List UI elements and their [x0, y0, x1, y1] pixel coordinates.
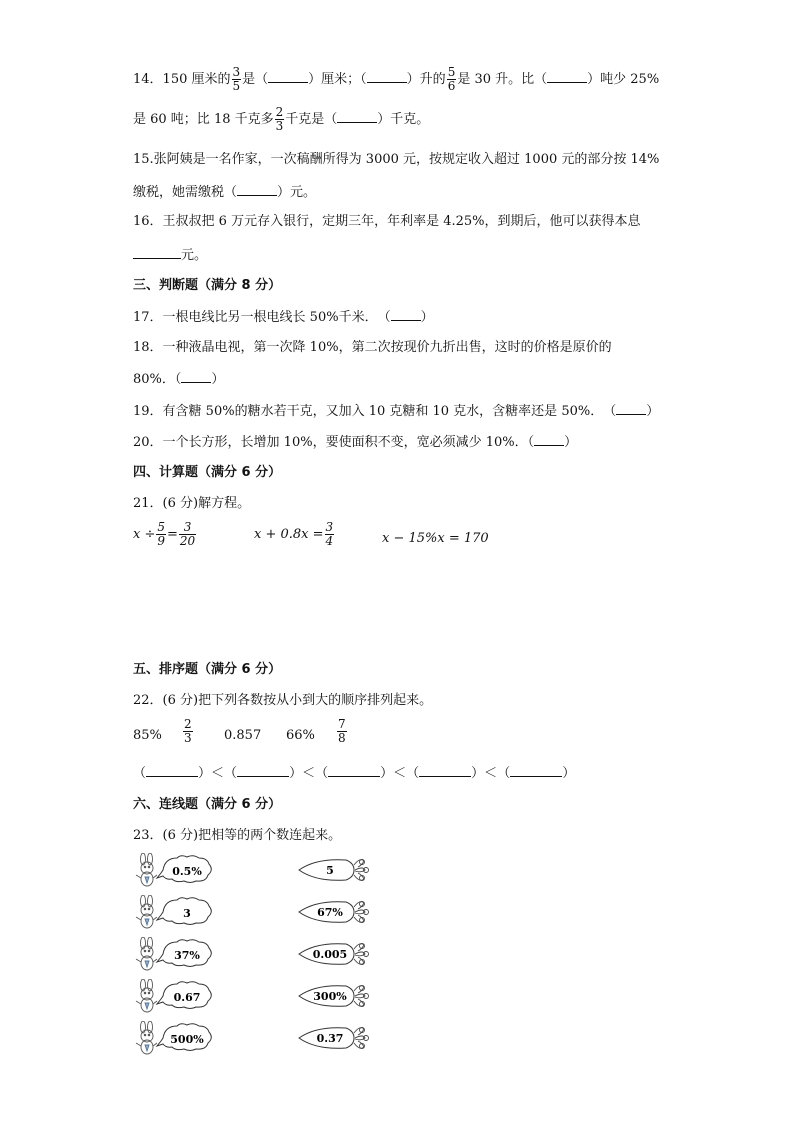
bunny-value: 37% [174, 949, 200, 962]
fraction-denominator: 5 [232, 79, 241, 93]
question-23-title: 23．(6 分)把相等的两个数连起来。 [133, 828, 342, 843]
order-blank-4[interactable] [419, 763, 471, 777]
fraction-numerator: 5 [157, 520, 165, 534]
question-19 [133, 400, 659, 422]
carrot-leaves-icon [354, 902, 369, 923]
fraction-5-6 [447, 66, 457, 93]
question-18-line-1: 18．一种液晶电视，第一次降 10%，第二次按现价九折出售，这时的价格是原价的 [133, 340, 612, 355]
fraction-numerator: 3 [325, 520, 334, 534]
fraction-numerator: 3 [179, 521, 196, 535]
carrot-value: 67% [317, 906, 343, 919]
order-blank-1[interactable] [146, 763, 198, 777]
carrot-value: 300% [313, 990, 347, 1003]
carrot-value: 0.005 [312, 948, 348, 961]
eq-text: x ÷ [133, 527, 156, 542]
fraction-2-3 [182, 718, 194, 745]
answer-blank[interactable] [268, 68, 308, 83]
q17-text: ） [420, 310, 434, 325]
q17-text: 17．一根电线比另一根电线长 50%千米． （ [133, 310, 391, 325]
fraction-denominator: 3 [275, 119, 284, 133]
bunny-value: 500% [170, 1033, 204, 1046]
fraction-numerator: 5 [447, 65, 456, 79]
question-20 [133, 431, 577, 453]
fraction-3-20 [179, 521, 196, 548]
fraction-5-9 [156, 521, 166, 548]
q14-text: ）吨少 25% [587, 72, 660, 87]
carrot-value: 0.37 [316, 1032, 344, 1045]
question-15-line-2 [133, 181, 316, 203]
bunny-value: 0.67 [173, 991, 201, 1004]
less-than-sign: ＜ [211, 766, 225, 781]
q14-text: ）千克。 [377, 112, 430, 127]
q20-text: 20．一个长方形，长增加 10%，要使面积不变，宽必须减少 10%．（ [133, 435, 535, 450]
bunny-icon [136, 853, 157, 886]
carrot-item-4[interactable] [296, 979, 372, 1013]
question-17 [133, 306, 434, 328]
section-4-heading: 四、计算题（满分 6 分） [133, 465, 282, 480]
order-blank-2[interactable] [237, 763, 289, 777]
answer-blank[interactable] [133, 244, 181, 259]
fraction [337, 718, 347, 745]
question-14-line-2 [133, 106, 429, 133]
q18-text: 80%．（ [133, 372, 182, 387]
equation-1 [133, 521, 197, 548]
question-22-title: 22．(6 分)把下列各数按从小到大的顺序排列起来。 [133, 693, 433, 708]
carrot-leaves-icon [354, 1028, 369, 1049]
q19-text: 19．有含糖 50%的糖水若干克，又加入 10 克糖和 10 克水，含糖率还是 50%． （ [133, 404, 617, 419]
answer-blank[interactable] [616, 400, 646, 415]
carrot-item-3[interactable] [296, 937, 372, 971]
q19-text: ） [646, 404, 660, 419]
bunny-value: 0.5% [172, 865, 202, 878]
ordering-row: （ ）＜（ ）＜（ ）＜（ ）＜（ ） [133, 762, 575, 781]
answer-blank[interactable] [534, 431, 564, 446]
answer-blank[interactable] [237, 181, 277, 196]
question-15-line-1: 15.张阿姨是一名作家，一次稿酬所得为 3000 元，按规定收入超过 1000 元的部分按 14% [133, 152, 660, 167]
bunny-item-2[interactable] [133, 895, 223, 929]
q14-text: 千克是（ [285, 112, 338, 127]
section-3-heading: 三、判断题（满分 8 分） [133, 278, 282, 293]
fraction [183, 718, 193, 745]
question-21-title: 21．(6 分)解方程。 [133, 496, 251, 511]
fraction-numerator: 2 [275, 105, 284, 119]
bunny-icon [136, 979, 157, 1012]
q16-text: 元。 [181, 248, 208, 263]
eq-text: x + 0.8x = [254, 527, 324, 542]
answer-blank[interactable] [337, 108, 377, 123]
fraction-denominator: 6 [447, 79, 456, 93]
fraction-denominator: 9 [157, 534, 165, 548]
fraction-denominator: 4 [325, 534, 334, 548]
number-66-percent: 66% [286, 728, 315, 743]
bunny-icon [136, 1021, 157, 1054]
answer-blank[interactable] [181, 368, 211, 383]
less-than-sign: ＜ [302, 766, 316, 781]
q15-text: ）元。 [277, 185, 317, 200]
q14-text: ）厘米；（ [308, 72, 367, 87]
bunny-item-4[interactable] [133, 979, 223, 1013]
carrot-item-2[interactable] [296, 895, 372, 929]
bunny-item-3[interactable] [133, 937, 223, 971]
carrot-leaves-icon [354, 944, 369, 965]
equation-3: x − 15%x = 170 [382, 531, 489, 546]
fraction-denominator: 3 [184, 731, 192, 745]
fraction-2-3 [275, 106, 285, 133]
q15-text: 缴税，她需缴税（ [133, 185, 238, 200]
carrot-value: 5 [326, 864, 334, 877]
order-blank-3[interactable] [328, 763, 380, 777]
carrot-leaves-icon [354, 860, 369, 881]
carrot-item-5[interactable] [296, 1021, 372, 1055]
number-85-percent: 85% [133, 728, 162, 743]
question-14-line-1 [133, 66, 659, 93]
fraction-numerator: 2 [184, 717, 192, 731]
fraction-3-4 [325, 521, 335, 548]
carrot-item-1[interactable] [296, 853, 372, 887]
number-0857: 0.857 [224, 728, 262, 743]
fraction-denominator: 8 [338, 731, 346, 745]
carrot-leaves-icon [354, 986, 369, 1007]
q14-text: 是（ [242, 72, 269, 87]
eq-text: = [167, 527, 178, 542]
fraction-denominator: 20 [179, 534, 196, 548]
q20-text: ） [564, 435, 578, 450]
q18-text: ） [211, 372, 225, 387]
question-18-line-2 [133, 368, 224, 390]
equation-2 [254, 521, 335, 548]
fraction-3-5 [232, 66, 242, 93]
bunny-icon [136, 937, 157, 970]
section-5-heading: 五、排序题（满分 6 分） [133, 662, 282, 677]
section-6-heading: 六、连线题（满分 6 分） [133, 797, 282, 812]
fraction-numerator: 3 [232, 65, 241, 79]
question-16-line-1: 16．王叔叔把 6 万元存入银行，定期三年，年利率是 4.25%，到期后，他可以获得本息 [133, 214, 641, 229]
fraction-numerator: 7 [338, 717, 346, 731]
q14-text: 是 30 升。比（ [457, 72, 548, 87]
less-than-sign: ＜ [393, 766, 407, 781]
less-than-sign: ＜ [484, 766, 498, 781]
question-16-line-2 [133, 244, 207, 266]
bunny-icon [136, 895, 157, 928]
bunny-value: 3 [183, 907, 191, 920]
q14-text: 14．150 厘米的 [133, 72, 231, 87]
answer-blank[interactable] [547, 68, 587, 83]
bunny-item-1[interactable] [133, 853, 223, 887]
q14-text: 是 60 吨；比 18 千克多 [133, 112, 274, 127]
q14-text: ）升的 [406, 72, 446, 87]
answer-blank[interactable] [367, 68, 407, 83]
answer-blank[interactable] [391, 306, 421, 321]
order-blank-5[interactable] [510, 763, 562, 777]
fraction-7-8 [336, 718, 348, 745]
bunny-item-5[interactable] [133, 1021, 223, 1055]
